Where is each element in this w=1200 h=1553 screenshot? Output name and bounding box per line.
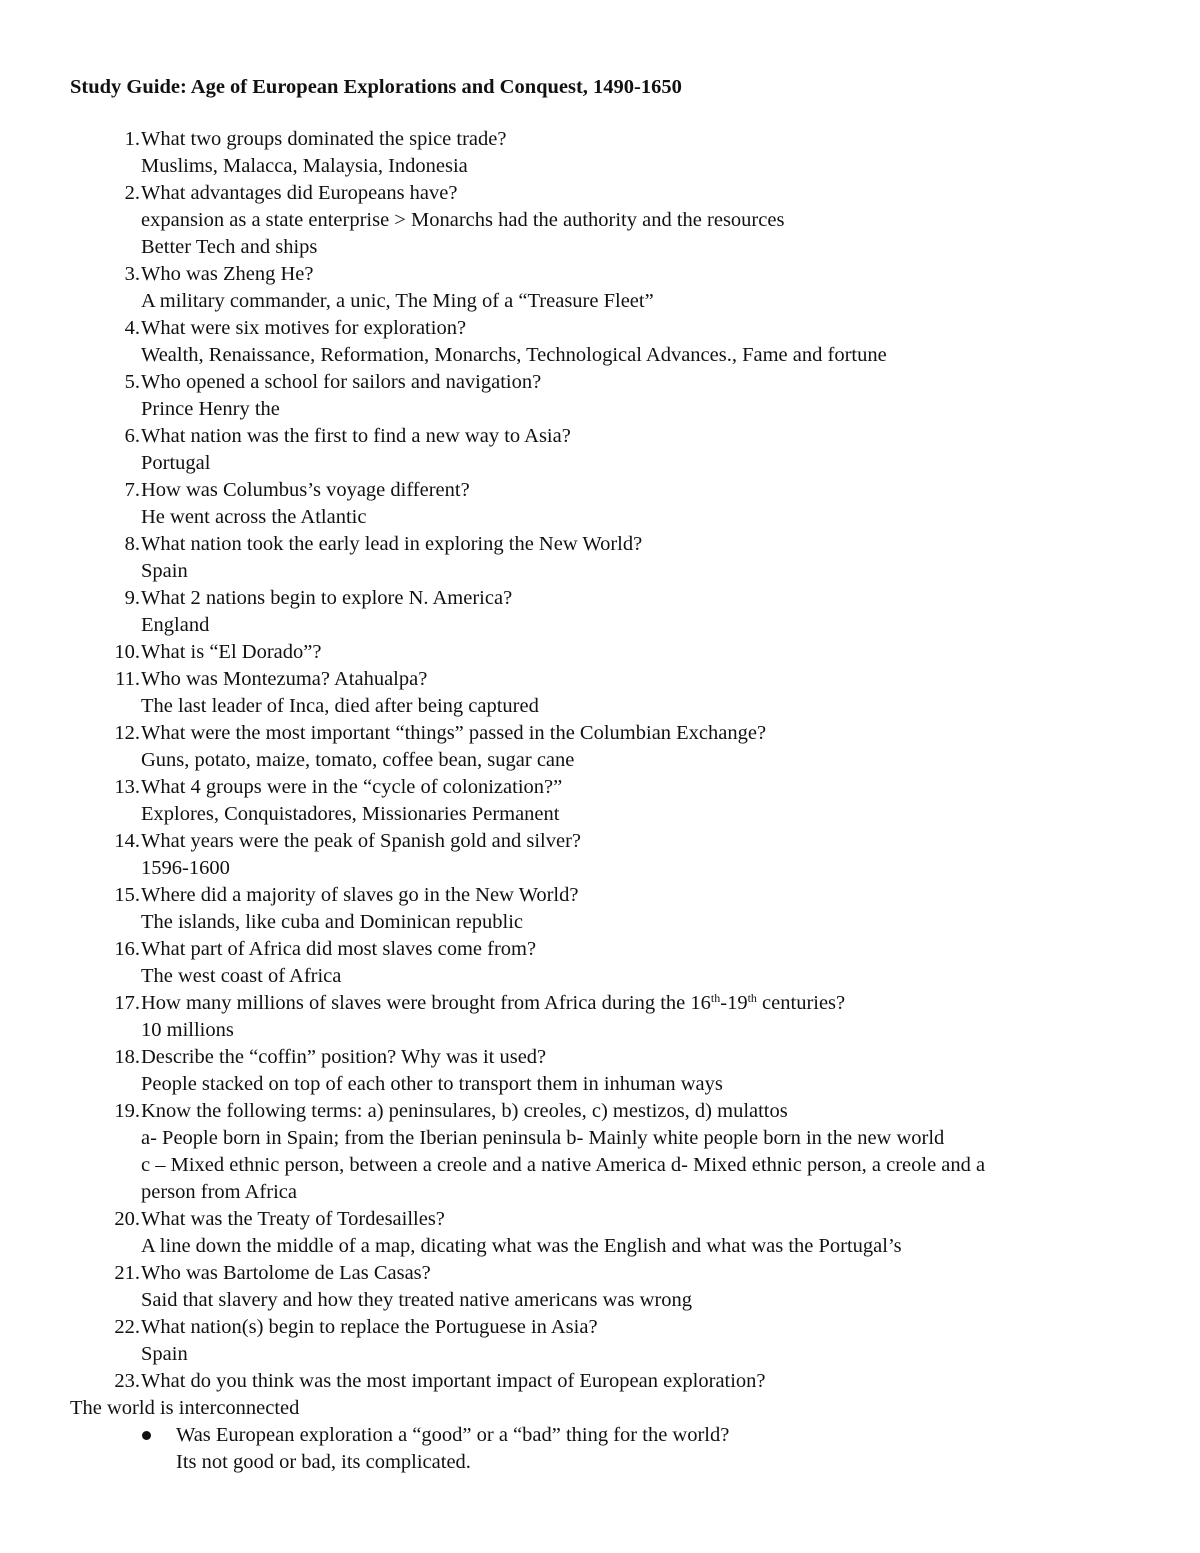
question-item [0,936,1200,990]
question-number: 9. [124,587,140,609]
answer-text: The west coast of Africa [141,965,342,987]
question-number: 23. [114,1370,140,1392]
question-text [0,990,1200,1017]
question-number: 7. [124,479,140,501]
question-item [0,1098,1200,1206]
page-title: Study Guide: Age of European Explorations and Conquest, 1490-1650 [70,76,682,98]
answer-text: Portugal [141,452,211,474]
question-item [0,639,1200,666]
answer-text: Spain [141,1343,188,1365]
question-text-part: centuries? [756,992,846,1014]
question-text-part: th [710,991,721,1005]
question-text-part: How many millions of slaves were brought from Africa during the 16 [141,992,711,1014]
question-number: 13. [114,776,140,798]
question-item [0,828,1200,882]
answer-text: Prince Henry the [141,398,280,420]
question-number: 18. [114,1046,140,1068]
question-text: Describe the “coffin” position? Why was it used? [141,1046,547,1068]
question-number: 6. [124,425,140,447]
question-number: 17. [114,992,140,1014]
answer-text: The last leader of Inca, died after being captured [141,695,539,717]
question-text: How was Columbus’s voyage different? [141,479,470,501]
question-item [0,261,1200,315]
question-item [0,531,1200,585]
question-number: 21. [114,1262,140,1284]
question-item [0,1044,1200,1098]
answer-text: Wealth, Renaissance, Reformation, Monarchs, Technological Advances., Fame and fortune [141,344,887,366]
question-text: What were six motives for exploration? [141,317,467,339]
bullet-answer-text: Its not good or bad, its complicated. [176,1451,471,1473]
question-item [0,477,1200,531]
question-text: Who was Bartolome de Las Casas? [141,1262,431,1284]
answer-text: Better Tech and ships [141,236,318,258]
question-item [0,1314,1200,1368]
question-text: What nation took the early lead in exploring the New World? [141,533,643,555]
answer-text: England [141,614,210,636]
answer-text: expansion as a state enterprise > Monarchs had the authority and the resources [141,209,785,231]
question-text: What advantages did Europeans have? [141,182,458,204]
question-number: 11. [115,668,140,690]
question-text: What 4 groups were in the “cycle of colonization?” [141,776,563,798]
answer-text: The islands, like cuba and Dominican republic [141,911,523,933]
question-text: Who was Montezuma? Atahualpa? [141,668,428,690]
question-item [0,1206,1200,1260]
bullet-question-text: Was European exploration a “good” or a “bad” thing for the world? [176,1424,730,1446]
answer-text: He went across the Atlantic [141,506,367,528]
question-text-part: th [747,991,757,1005]
question-number: 12. [114,722,140,744]
answer-text: 10 millions [141,1019,234,1041]
question-number: 1. [124,128,140,150]
question-item [0,720,1200,774]
answer-text: Muslims, Malacca, Malaysia, Indonesia [141,155,468,177]
answer-text: Guns, potato, maize, tomato, coffee bean, sugar cane [141,749,575,771]
question-text: What part of Africa did most slaves come from? [141,938,537,960]
question-item [0,1260,1200,1314]
answer-23: The world is interconnected [70,1397,300,1419]
question-list [0,126,1200,1476]
question-item [0,1368,1200,1395]
question-text: What is “El Dorado”? [141,641,322,663]
question-number: 5. [124,371,140,393]
question-number: 20. [114,1208,140,1230]
bullet-question [0,1422,1200,1476]
question-item [0,990,1200,1044]
question-items [0,126,1200,1395]
question-item [0,882,1200,936]
question-number: 15. [114,884,140,906]
bullet-icon [142,1431,151,1440]
question-item [0,126,1200,180]
question-text: What were the most important “things” passed in the Columbian Exchange? [141,722,767,744]
answer-text: Spain [141,560,188,582]
answer-text: A line down the middle of a map, dicating what was the English and what was the Portugal’s [141,1235,902,1257]
question-number: 19. [114,1100,140,1122]
question-item [0,774,1200,828]
question-text: Where did a majority of slaves go in the New World? [141,884,579,906]
question-text: What do you think was the most important impact of European exploration? [141,1370,766,1392]
question-number: 14. [114,830,140,852]
question-item [0,369,1200,423]
answer-text: People stacked on top of each other to transport them in inhuman ways [141,1073,723,1095]
question-text-part: -19 [720,992,748,1014]
question-item [0,315,1200,369]
answer-text: Explores, Conquistadores, Missionaries Permanent [141,803,560,825]
answer-text: a- People born in Spain; from the Iberian peninsula b- Mainly white people born in the new world [141,1127,945,1149]
question-item [0,423,1200,477]
question-text: What 2 nations begin to explore N. America? [141,587,513,609]
question-number: 4. [124,317,140,339]
question-number: 2. [124,182,140,204]
question-text: Who opened a school for sailors and navigation? [141,371,542,393]
question-item [0,585,1200,639]
answer-text: A military commander, a unic, The Ming of a “Treasure Fleet” [141,290,654,312]
answer-text: person from Africa [141,1181,297,1203]
question-item [0,180,1200,261]
question-text: Know the following terms: a) peninsulares, b) creoles, c) mestizos, d) mulattos [141,1100,788,1122]
question-text: What nation(s) begin to replace the Portuguese in Asia? [141,1316,598,1338]
question-number: 16. [114,938,140,960]
answer-text: c – Mixed ethnic person, between a creole and a native America d- Mixed ethnic person, a creole and a [141,1154,986,1176]
question-item [0,666,1200,720]
question-text: Who was Zheng He? [141,263,314,285]
question-number: 10. [114,641,140,663]
question-number: 3. [124,263,140,285]
question-number: 22. [114,1316,140,1338]
question-text: What two groups dominated the spice trade? [141,128,507,150]
question-text: What nation was the first to find a new way to Asia? [141,425,571,447]
question-number: 8. [124,533,140,555]
answer-text: 1596-1600 [141,857,230,879]
question-text: What was the Treaty of Tordesailles? [141,1208,445,1230]
question-text: What years were the peak of Spanish gold and silver? [141,830,582,852]
answer-text: Said that slavery and how they treated native americans was wrong [141,1289,693,1311]
